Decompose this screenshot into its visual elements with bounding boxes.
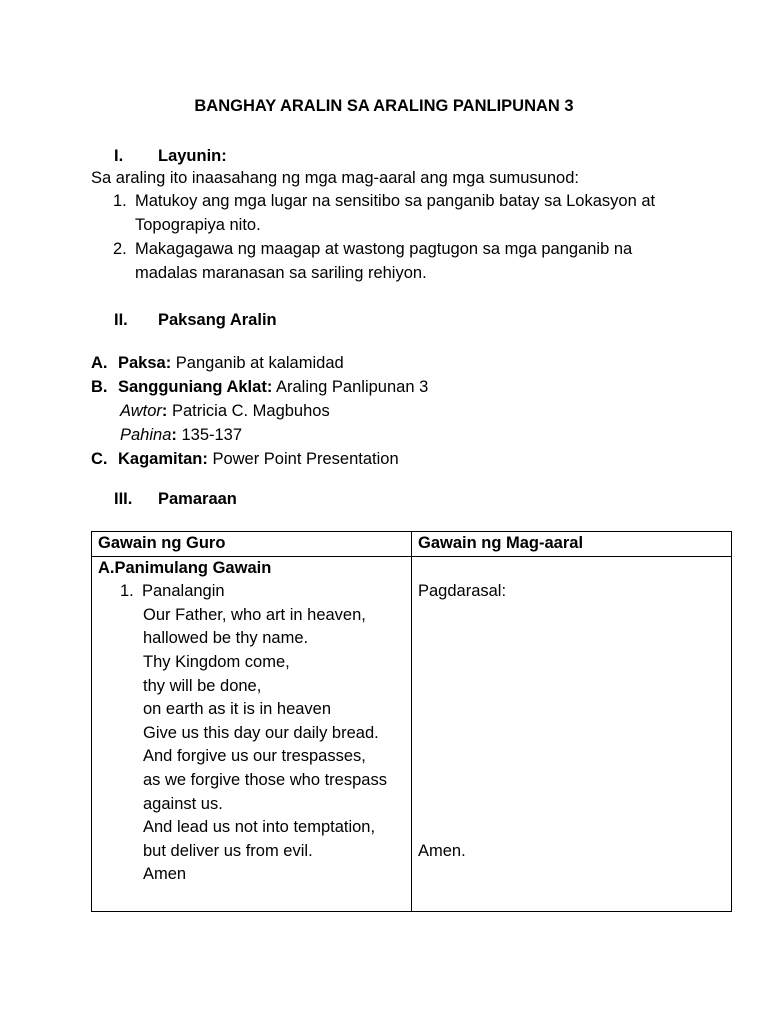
objective-2-line1: Makagagawa ng maagap at wastong pagtugon sa mga panganib na: [135, 240, 633, 258]
prayer-item-label: Panalangin: [142, 582, 225, 601]
kagamitan-letter: C.: [91, 450, 108, 468]
section-3-title: Pamaraan: [158, 490, 237, 508]
pahina-line: [120, 423, 242, 447]
kagamitan-label: Kagamitan:: [118, 450, 208, 468]
pahina-colon: :: [171, 426, 177, 444]
table-row: [92, 556, 732, 911]
prayer-line: Amen: [143, 865, 187, 884]
pahina-label: Pahina: [120, 426, 172, 444]
awtor-colon: :: [161, 402, 168, 420]
objective-1-line2: Topograpiya nito.: [135, 216, 261, 234]
prayer-line: hallowed be thy name.: [143, 629, 309, 648]
prayer-line: thy will be done,: [143, 676, 262, 695]
awtor-line: [120, 399, 330, 423]
section-2-title: Paksang Aralin: [158, 311, 277, 329]
objective-item-2: [113, 237, 632, 261]
section-2-heading: [114, 308, 277, 332]
section-1-intro: Sa araling ito inaasahang ng mga mag-aaral ang mga sumusunod:: [91, 169, 579, 187]
table-header-row: [92, 532, 732, 557]
student-cell: [412, 556, 732, 911]
prayer-line: And lead us not into temptation,: [143, 818, 376, 837]
objective-1-number: 1.: [113, 192, 127, 210]
paksa-letter: A.: [91, 354, 108, 372]
prayer-line: Our Father, who art in heaven,: [143, 605, 366, 624]
aklat-label: Sangguniang Aklat:: [118, 378, 273, 396]
prayer-line: against us.: [143, 794, 223, 813]
part-label: A.Panimulang Gawain: [98, 558, 272, 577]
awtor-value: Patricia C. Magbuhos: [167, 402, 330, 420]
aklat-letter: B.: [91, 378, 108, 396]
prayer-line: And forgive us our trespasses,: [143, 747, 366, 766]
teacher-cell: [92, 556, 412, 911]
prayer-item: [98, 580, 405, 604]
objective-item-1: [113, 189, 655, 213]
student-prayer-label: Pagdarasal:: [418, 582, 507, 601]
section-1-title: Layunin:: [158, 147, 227, 165]
objective-1-line1: Matukoy ang mga lugar na sensitibo sa panganib batay sa Lokasyon at: [135, 192, 656, 210]
header-student: Gawain ng Mag-aaral: [412, 532, 732, 557]
prayer-item-number: 1.: [120, 582, 134, 601]
header-teacher: Gawain ng Guro: [92, 532, 412, 557]
section-3-heading: [114, 487, 237, 511]
section-3-number: III.: [114, 490, 133, 508]
paksa-line: [91, 351, 344, 375]
section-2-number: II.: [114, 311, 128, 329]
objective-2-number: 2.: [113, 240, 127, 258]
prayer-line: Give us this day our daily bread.: [143, 723, 379, 742]
prayer-line: as we forgive those who trespass: [143, 770, 387, 789]
prayer-line: but deliver us from evil.: [143, 841, 313, 860]
awtor-label: Awtor: [120, 402, 162, 420]
kagamitan-value: Power Point Presentation: [207, 450, 399, 468]
paksa-value: Panganib at kalamidad: [171, 354, 344, 372]
prayer-line: Thy Kingdom come,: [143, 652, 290, 671]
section-1-number: I.: [114, 147, 124, 165]
aklat-line: [91, 375, 428, 399]
objective-2-line2: madalas maranasan sa sariling rehiyon.: [135, 264, 427, 282]
section-1-heading: [114, 144, 227, 168]
aklat-value: Araling Panlipunan 3: [272, 378, 429, 396]
pahina-value: 135-137: [176, 426, 243, 444]
document-title: BANGHAY ARALIN SA ARALING PANLIPUNAN 3: [194, 97, 574, 115]
student-amen: Amen.: [418, 841, 466, 860]
paksa-label: Paksa:: [118, 354, 172, 372]
procedure-table: [91, 531, 732, 912]
prayer-line: on earth as it is in heaven: [143, 700, 332, 719]
kagamitan-line: [91, 447, 399, 471]
